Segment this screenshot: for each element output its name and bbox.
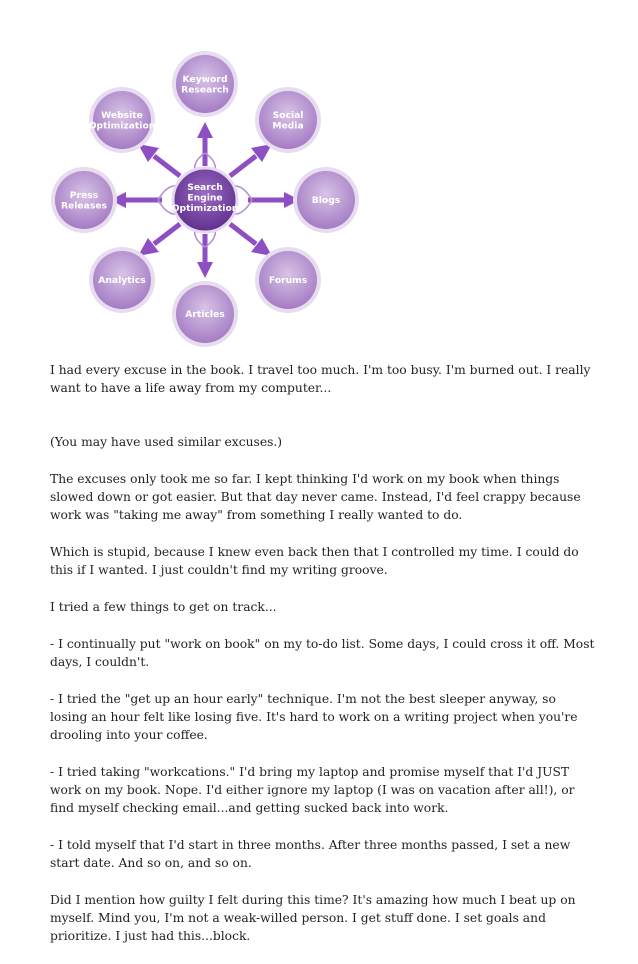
hub-label: Search Engine Optimization (171, 182, 239, 214)
seo-diagram (48, 48, 368, 350)
node-label-keyword-research: Keyword Research (181, 73, 229, 96)
article-body (50, 361, 595, 964)
node-label-forums: Forums (268, 275, 308, 286)
arrow-articles (197, 234, 213, 278)
hub-search-engine-optimization (172, 168, 239, 232)
paragraph-9: - I told myself that I'd start in three months. After three months passed, I set a new start date. And so on, and so on. (50, 838, 571, 870)
paragraph-3: The excuses only took me so far. I kept thinking I'd work on my book when things slowed down or got easier. But that day never came. Instead, I'd feel crappy because work was "taking me away" from something I really wanted to do. (50, 472, 581, 522)
paragraph-2: (You may have used similar excuses.) (50, 435, 283, 449)
paragraph-8: - I tried taking "workcations." I'd bring my laptop and promise myself that I'd JUST work on my book. Nope. I'd either ignore my laptop (I was on vacation after all!), or find myself checking email...and getting sucked back into work. (50, 765, 575, 815)
arrow-forums (230, 224, 272, 256)
seo-diagram-svg (48, 48, 368, 350)
arrow-press-releases (110, 192, 162, 208)
node-keyword-research (172, 51, 238, 117)
node-label-blogs: Blogs (311, 195, 341, 206)
node-analytics (89, 247, 155, 313)
paragraph-5: I tried a few things to get on track... (50, 600, 277, 614)
node-social-media (255, 87, 321, 153)
arrow-analytics (138, 224, 180, 256)
arrow-social-media (230, 144, 272, 176)
node-press-releases (51, 167, 117, 233)
node-forums (255, 247, 321, 313)
node-label-social-media: Social Media (272, 109, 304, 132)
paragraph-4: Which is stupid, because I knew even back then that I controlled my time. I could do this if I wanted. I just couldn't find my writing groove. (50, 545, 579, 577)
arrow-website-optimization (138, 144, 180, 176)
node-label-press-releases: Press Releases (60, 189, 108, 212)
node-label-website-optimization: Website Optimization (88, 109, 156, 132)
node-label-analytics: Analytics (98, 275, 146, 286)
node-website-optimization (89, 87, 156, 153)
paragraph-1: I had every excuse in the book. I travel too much. I'm too busy. I'm burned out. I really want to have a life away from my computer... (50, 363, 591, 395)
node-blogs (293, 167, 359, 233)
arrow-blogs (248, 192, 300, 208)
arrow-keyword-research (197, 122, 213, 166)
paragraph-6: - I continually put "work on book" on my to-do list. Some days, I could cross it off. Most days, I couldn't. (50, 637, 595, 669)
node-label-articles: Articles (185, 309, 225, 320)
node-articles (172, 281, 238, 347)
paragraph-7: - I tried the "get up an hour early" technique. I'm not the best sleeper anyway, so losing an hour felt like losing five. It's hard to work on a writing project when you're drooling into your coffee. (50, 692, 578, 742)
paragraph-10: Did I mention how guilty I felt during this time? It's amazing how much I beat up on myself. Mind you, I'm not a weak-willed person. I get stuff done. I set goals and prioritize. I just had this...block. (50, 893, 576, 943)
